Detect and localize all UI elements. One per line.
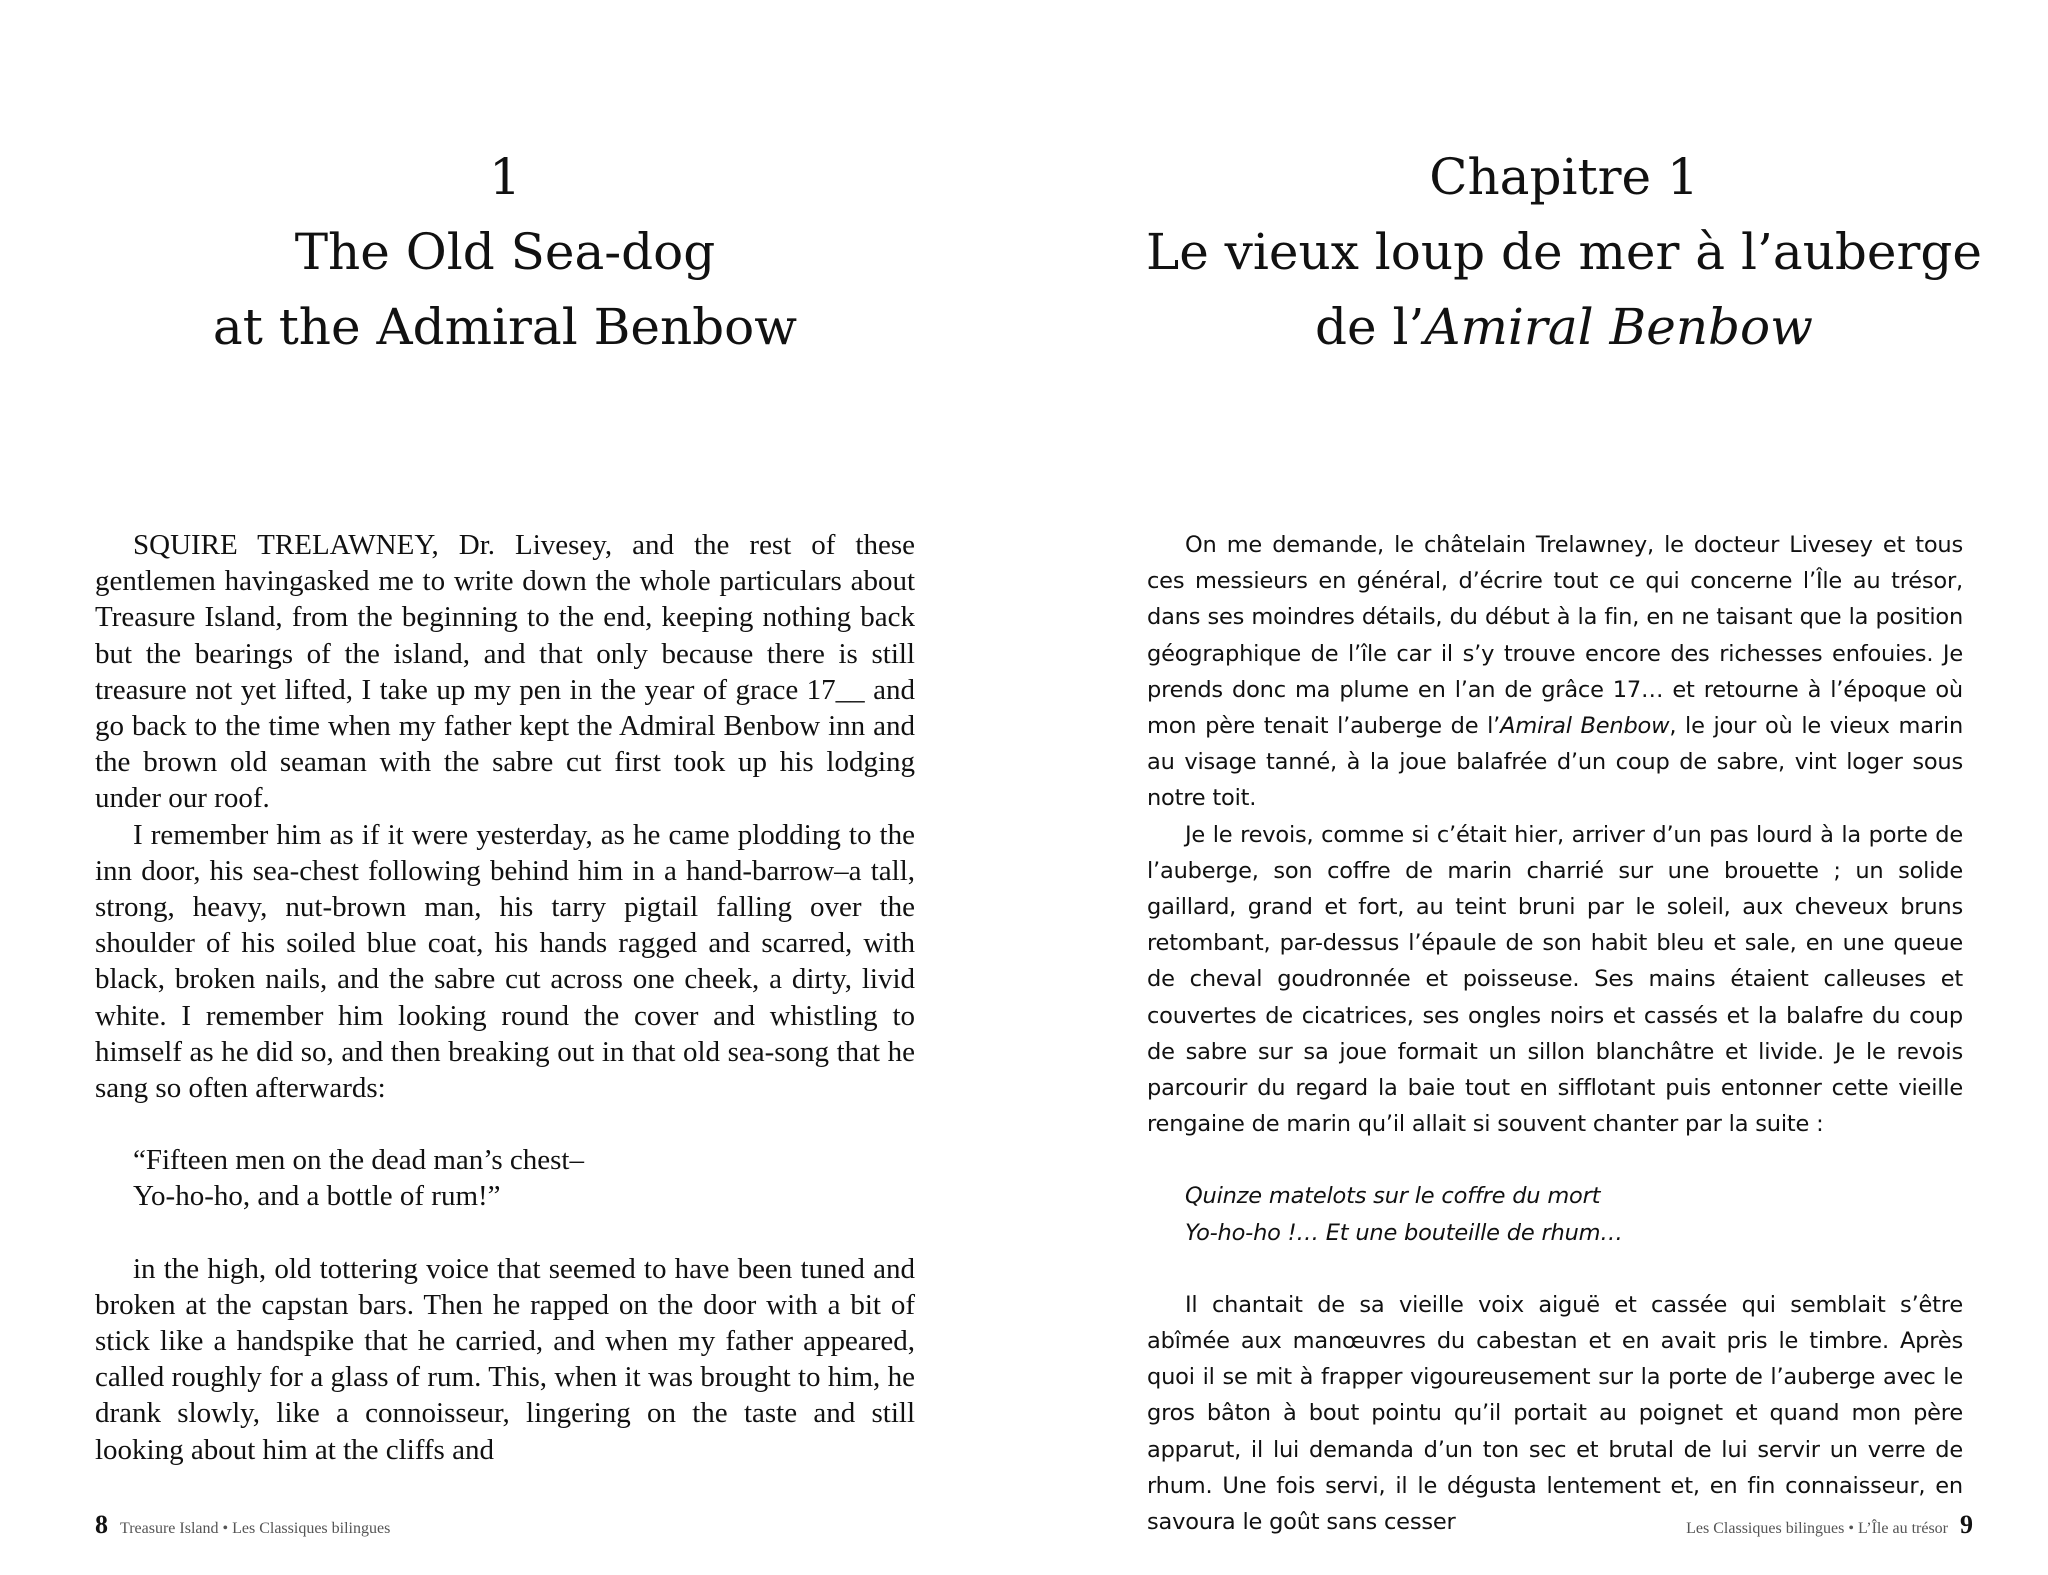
chapter-title-line-1: Le vieux loup de mer à l’auberge <box>1146 223 1982 281</box>
paragraph: Il chantait de sa vieille voix aiguë et cassée qui semblait s’être abîmée aux manœuvres du cabestan et en avait pris le timbre. Après quoi il se mit à frapper vigoureusement sur la porte de l’auberge avec le gros bâton à bout pointu qu’il portait au poignet et quand mon père apparut, il lui demanda d’un ton sec et brutal de lui servir un verre de rhum. Une fois servi, il le dégusta lentement et, en fin connaisseur, en savoura le goût sans cesser <box>1147 1291 1963 1536</box>
footer-right <box>1686 1510 1973 1540</box>
page-number: 8 <box>95 1510 108 1539</box>
chapter-title-line-2: at the Admiral Benbow <box>212 298 798 356</box>
english-text-body <box>95 527 915 1468</box>
footer-left <box>95 1510 390 1540</box>
running-footer: Treasure Island • Les Classiques bilingues <box>120 1520 391 1537</box>
chapter-title-italic: Amiral Benbow <box>1424 298 1813 356</box>
chapter-title-english <box>95 140 915 365</box>
chapter-number: 1 <box>489 148 521 206</box>
chapter-title-french <box>1144 140 1984 365</box>
page-number: 9 <box>1960 1510 1973 1539</box>
running-footer: Les Classiques bilingues • L’Île au trésor <box>1686 1520 1948 1537</box>
verse-line: Yo-ho-ho !… Et une bouteille de rhum… <box>1185 1219 1623 1246</box>
chapter-title-line-2 <box>1144 290 1984 365</box>
verse-line: Yo-ho-ho, and a bottle of rum!” <box>133 1180 501 1213</box>
french-text-body <box>1147 527 1963 1540</box>
paragraph: SQUIRE TRELAWNEY, Dr. Livesey, and the rest of these gentlemen havingasked me to write down the whole particulars about Treasure Island, from the beginning to the end, keeping nothing back but the bearings of the island, and that only because there is still treasure not yet lifted, I take up my pen in the year of grace 17__ and go back to the time when my father kept the Admiral Benbow inn and the brown old seaman with the sabre cut first took up his lodging under our roof. <box>95 529 915 815</box>
paragraph-text: On me demande, le châtelain Trelawney, le docteur Livesey et tous ces messieurs en général, d’écrire tout ce qui concerne l’Île au trésor, dans ses moindres détails, du début à la fin, en ne taisant que la position géographique de l’île car il s’y trouve encore des richesses enfouies. Je prends donc ma plume en l’an de grâce 17… et retourne à l’époque où mon père tenait l’auberge de l’ <box>1147 532 1963 740</box>
verse <box>1185 1178 1963 1250</box>
verse-line: Quinze matelots sur le coffre du mort <box>1185 1183 1601 1210</box>
verse <box>133 1142 915 1214</box>
paragraph: in the high, old tottering voice that seemed to have been tuned and broken at the capstan bars. Then he rapped on the door with a bit of stick like a handspike that he carried, and when my father appeared, called roughly for a glass of rum. This, when it was brought to him, he drank slowly, like a connoisseur, lingering on the taste and still looking about him at the cliffs and <box>95 1252 915 1466</box>
paragraph: I remember him as if it were yesterday, as he came plodding to the inn door, his sea-chest following behind him in a hand-barrow–a tall, strong, heavy, nut-brown man, his tarry pigtail falling over the shoulder of his soiled blue coat, his hands ragged and scarred, with black, broken nails, and the sabre cut across one cheek, a dirty, livid white. I remember him looking round the cover and whistling to himself as he did so, and then breaking out in that old sea-song that he sang so often afterwards: <box>95 818 915 1105</box>
paragraph: Je le revois, comme si c’était hier, arriver d’un pas lourd à la porte de l’auberge, son coffre de marin charrié sur une brouette ; un solide gaillard, grand et fort, au teint bruni par le soleil, aux cheveux bruns retombant, par-dessus l’épaule de son habit bleu et sale, en une queue de cheval goudronnée et poisseuse. Ses mains étaient calleuses et couvertes de cicatrices, ses ongles noirs et cassés et la balafre du coup de sabre sur sa joue formait un sillon blanchâtre et livide. Je le revois parcourir du regard la baie tout en sifflotant puis entonner cette vieille rengaine de marin qu’il allait si souvent chanter par la suite : <box>1147 821 1963 1138</box>
paragraph-text: , le jour où le vieux marin au visage tanné, à la joue balafrée d’un coup de sabre, vint loger sous notre toit. <box>1147 713 1963 812</box>
inn-name-italic: Amiral Benbow <box>1500 713 1670 740</box>
verse-line: “Fifteen men on the dead man’s chest– <box>133 1144 584 1177</box>
paragraph <box>1147 527 1963 817</box>
chapter-title-prefix: de l’ <box>1315 298 1425 356</box>
chapter-title-line-1: The Old Sea-dog <box>294 223 716 281</box>
chapter-label: Chapitre 1 <box>1429 148 1699 206</box>
